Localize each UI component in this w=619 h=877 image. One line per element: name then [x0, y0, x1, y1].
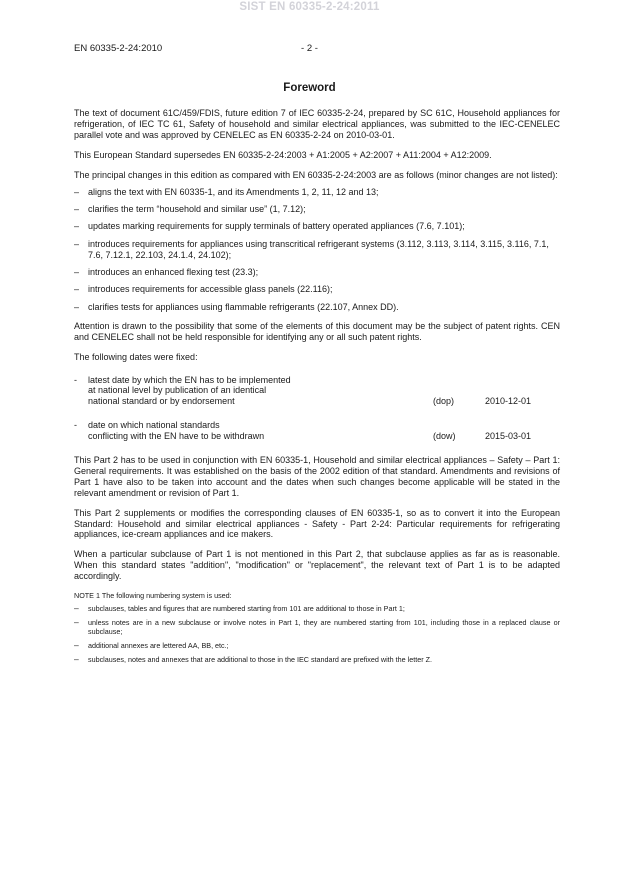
- watermark: SIST EN 60335-2-24:2011: [239, 1, 380, 13]
- paragraph-subclause-rules: When a particular subclause of Part 1 is not mentioned in this Part 2, that subclause applies as far as is reasonable. When this standard states "addition", "modification" or "replacement", the relevant text of Part 1 is to be adapted accordingly.: [74, 549, 560, 582]
- date-code: (dow): [433, 431, 456, 442]
- list-item: – additional annexes are lettered AA, BB, etc.;: [74, 641, 560, 650]
- date-row-dow: [74, 420, 560, 442]
- date-value: 2010-12-01: [485, 396, 532, 407]
- paragraph-part2-usage: This Part 2 has to be used in conjunction with EN 60335-1, Household and similar electrical appliances – Safety – Part 1: General requirements. It was established on the basis of the 2002 edition of that standard. Amendments and revisions of Part 1 have also to be taken into account and the dates when such changes become applicable will be stated in the relevant amendment or revision of Part 1.: [74, 455, 560, 498]
- list-item: – subclauses, notes and annexes that are additional to those in the IEC standard are prefixed with the letter Z.: [74, 655, 560, 664]
- paragraph-part2-supplements: This Part 2 supplements or modifies the corresponding clauses of EN 60335-1, so as to convert it into the European Standard: Household and similar electrical appliances - Safety - Part 2-24: Particular requirements for refrigerating appliances, ice-cream appliances and ice makers.: [74, 507, 560, 540]
- paragraph-document-origin: The text of document 61C/459/FDIS, future edition 7 of IEC 60335-2-24, prepared by SC 61C, Household appliances for refrigeration, of IEC TC 61, Safety of household and similar electrical appliances, was submitted to the IEC-CENELEC parallel vote and was approved by CENELEC as EN 60335-2-24 on 2010-03-01.: [74, 108, 560, 140]
- note-numbering-system: [74, 591, 560, 664]
- list-item: – clarifies tests for appliances using flammable refrigerants (22.107, Annex DD).: [74, 302, 560, 313]
- date-row-text: date on which national standards: [88, 420, 220, 431]
- list-item: – unless notes are in a new subclause or involve notes in Part 1, they are numbered starting from 101, including those in a replaced clause or subclause;: [74, 618, 560, 636]
- date-row-marker: -: [74, 420, 77, 431]
- date-row-text: at national level by publication of an identical: [88, 385, 267, 396]
- foreword-body: [74, 108, 560, 669]
- date-row-dop: [74, 375, 560, 408]
- date-value: 2015-03-01: [485, 431, 532, 442]
- list-item: – introduces requirements for appliances using transcritical refrigerant systems (3.112, 3.113, 3.114, 3.115, 3.116, 7.1, 7.6, 7.12.1, 22.103, 24.1.4, 24.102);: [74, 239, 560, 261]
- page-title: Foreword: [283, 82, 336, 94]
- changes-list: [74, 187, 560, 313]
- header-doc-id: EN 60335-2-24:2010: [74, 43, 163, 54]
- note-list: [74, 604, 560, 664]
- header-page-number: - 2 -: [301, 43, 318, 54]
- paragraph-principal-changes: The principal changes in this edition as compared with EN 60335-2-24:2003 are as follows (minor changes are not listed):: [74, 169, 558, 180]
- list-item: – updates marking requirements for supply terminals of battery operated appliances (7.6, 7.101);: [74, 221, 560, 232]
- list-item: – introduces requirements for accessible glass panels (22.116);: [74, 284, 560, 295]
- date-row-text: latest date by which the EN has to be implemented: [88, 374, 291, 385]
- date-row-marker: -: [74, 374, 77, 385]
- paragraph-patent-rights: Attention is drawn to the possibility that some of the elements of this document may be the subject of patent rights. CEN and CENELEC shall not be held responsible for identifying any or all such patent rights.: [74, 320, 560, 342]
- paragraph-supersedes: This European Standard supersedes EN 60335-2-24:2003 + A1:2005 + A2:2007 + A11:2004 + A12:2009.: [74, 149, 492, 160]
- list-item: – aligns the text with EN 60335-1, and its Amendments 1, 2, 11, 12 and 13;: [74, 187, 560, 198]
- date-code: (dop): [433, 396, 455, 407]
- paragraph-dates-intro: The following dates were fixed:: [74, 351, 198, 362]
- list-item: – clarifies the term “household and similar use” (1, 7.12);: [74, 204, 560, 215]
- list-item: – introduces an enhanced flexing test (23.3);: [74, 267, 560, 278]
- list-item: – subclauses, tables and figures that are numbered starting from 101 are additional to those in Part 1;: [74, 604, 560, 613]
- dates-table: [74, 375, 560, 443]
- date-row-text: conflicting with the EN have to be withdrawn: [88, 431, 265, 442]
- note-heading: NOTE 1 The following numbering system is used:: [74, 591, 232, 601]
- date-row-text: national standard or by endorsement: [88, 396, 235, 407]
